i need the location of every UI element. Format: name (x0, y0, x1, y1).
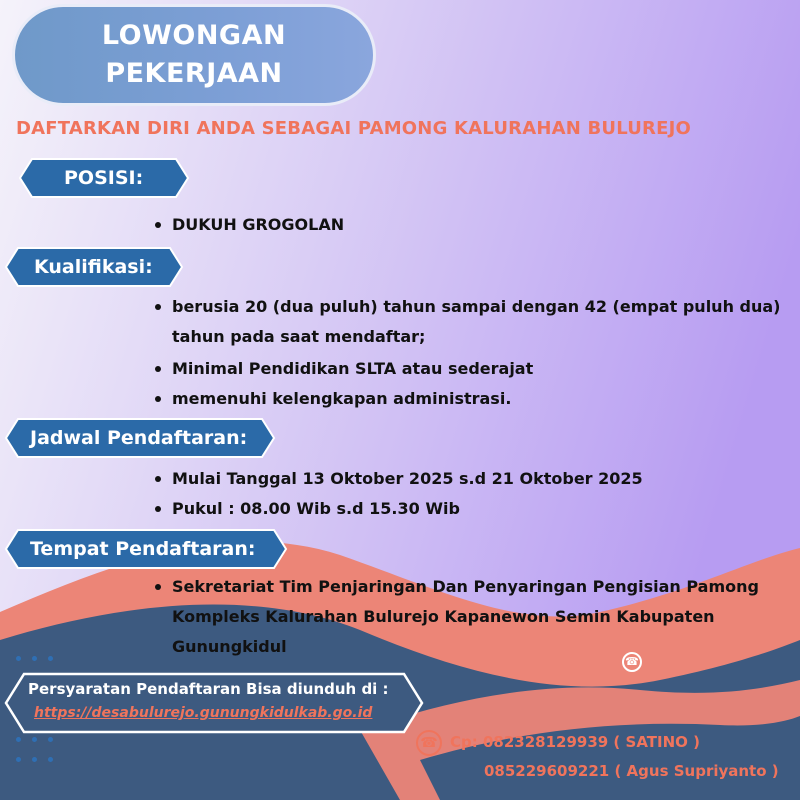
list-item: Mulai Tanggal 13 Oktober 2025 s.d 21 Oktober 2025 (152, 464, 782, 494)
title-pill (12, 4, 376, 106)
kualifikasi-label: Kualifikasi: (34, 256, 153, 278)
download-text: Persyaratan Pendaftaran Bisa diunduh di : (28, 680, 389, 698)
title-line-2: PEKERJAAN (105, 58, 283, 89)
posisi-label: POSISI: (64, 167, 144, 189)
jadwal-tag (4, 417, 276, 459)
list-item: Minimal Pendidikan SLTA atau sederajat (152, 354, 782, 384)
decorative-dots-bottom-2 (16, 747, 64, 766)
kualifikasi-list (152, 292, 782, 414)
posisi-tag (18, 157, 190, 199)
list-item: DUKUH GROGOLAN (152, 210, 752, 240)
tempat-list (152, 572, 772, 662)
jadwal-list (152, 464, 782, 524)
tempat-label: Tempat Pendaftaran: (30, 538, 256, 560)
decorative-dots-top (16, 646, 64, 665)
phone-icon: ☎ (622, 652, 642, 672)
list-item: berusia 20 (dua puluh) tahun sampai dengan 42 (empat puluh dua) tahun pada saat mendaftar; (152, 292, 782, 352)
subtitle: DAFTARKAN DIRI ANDA SEBAGAI PAMONG KALURAHAN BULUREJO (16, 118, 691, 139)
jadwal-label: Jadwal Pendaftaran: (30, 427, 248, 449)
tempat-tag (4, 528, 288, 570)
posisi-list (152, 210, 752, 240)
download-box (4, 672, 424, 734)
contact-line-2: 085229609221 ( Agus Supriyanto ) (484, 762, 779, 780)
list-item: Sekretariat Tim Penjaringan Dan Penyaringan Pengisian Pamong Kompleks Kalurahan Bulurejo Kapanewon Semin Kabupaten Gunungkidul (152, 572, 772, 662)
list-item: memenuhi kelengkapan administrasi. (152, 384, 782, 414)
list-item: Pukul : 08.00 Wib s.d 15.30 Wib (152, 494, 782, 524)
contact-line-1: Cp: 082328129939 ( SATINO ) (450, 733, 700, 751)
title-line-1: LOWONGAN (101, 20, 287, 51)
download-link[interactable]: https://desabulurejo.gunungkidulkab.go.id (34, 705, 373, 721)
contact-phone-icon: ☎ (416, 730, 442, 756)
kualifikasi-tag (4, 246, 184, 288)
